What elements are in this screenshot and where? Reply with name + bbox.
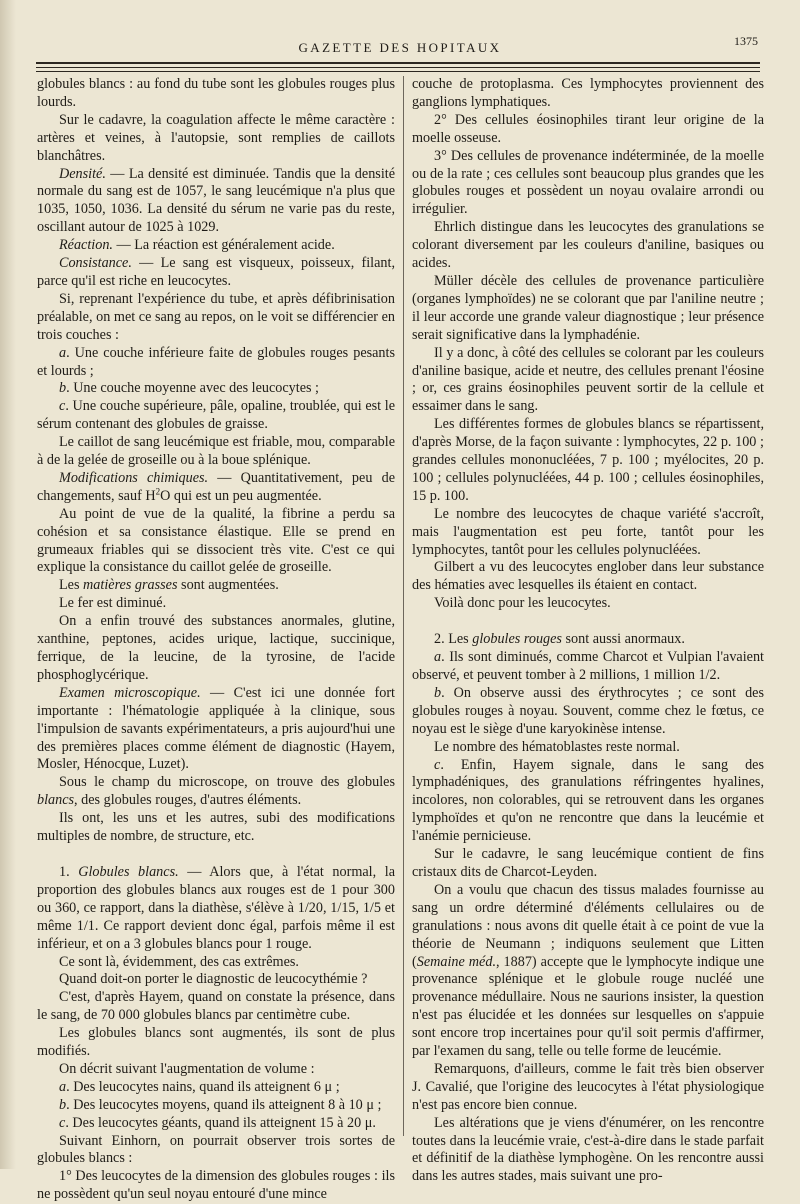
- italic-text: Examen microscopique.: [59, 684, 201, 701]
- paragraph-text: Le nombre des leucocytes de chaque variété s'accroît, mais l'augmentation est peu forte, tantôt pour les lymphocytes, tantôt pour les cellules polynucléées.: [412, 505, 764, 558]
- italic-text: a: [59, 344, 67, 361]
- paragraph: [412, 631, 764, 649]
- paragraph-text: 3° Des cellules de provenance indéterminée, de la moelle ou de la rate ; ces cellules sont beaucoup plus grandes que les globules rouges et possèdent un noyau ovalaire arrondi ou irrégulier.: [412, 147, 764, 218]
- paragraph: [37, 1097, 395, 1115]
- italic-text: b: [59, 380, 67, 397]
- paragraph: [37, 291, 395, 345]
- paragraph: [412, 506, 764, 560]
- paragraph: [37, 166, 395, 238]
- paragraph: [412, 76, 764, 112]
- paragraph: [37, 989, 395, 1025]
- header-rule-thin: [36, 67, 760, 68]
- paragraph: [37, 345, 395, 381]
- paragraph-text: , 1887) accepte que le lymphocyte indique une provenance splénique et le globule rouge nucléé une provenance médullaire. Nous ne saurions insister, la question n'est pas élucidée et les données sur lesquelles on s'appuie sont encore trop incertaines pour qu'il soit permis d'affirmer, par l'examen du sang, telle ou telle forme de leucémie.: [412, 953, 764, 1060]
- paragraph-text: sont aussi anormaux.: [561, 631, 685, 648]
- page-gutter-shadow: [0, 0, 16, 1169]
- paragraph-text: — Quantitativement, peu de changements, sauf H: [37, 469, 395, 504]
- paragraph-text: 1° Des leucocytes de la dimension des globules rouges : ils ne possèdent qu'un seul noyau entouré d'une mince: [37, 1168, 395, 1203]
- italic-text: Réaction.: [59, 237, 113, 254]
- paragraph-text: Les globules blancs sont augmentés, ils sont de plus modifiés.: [37, 1025, 395, 1060]
- paragraph-text: Voilà donc pour les leucocytes.: [434, 595, 611, 612]
- paragraph-text: Ils ont, les uns et les autres, subi des modifications multiples de nombre, de structure, etc.: [37, 810, 395, 845]
- paragraph-text: . Des leucocytes moyens, quand ils atteignent 8 à 10 μ ;: [66, 1096, 382, 1113]
- paragraph: [412, 882, 764, 1061]
- paragraph-text: O qui est un peu augmentée.: [160, 487, 322, 504]
- paragraph: [412, 1115, 764, 1187]
- paragraph-text: . Des leucocytes géants, quand ils atteignent 15 à 20 μ.: [65, 1114, 376, 1131]
- italic-text: blancs: [37, 792, 75, 809]
- paragraph: [37, 774, 395, 810]
- paragraph-text: Müller décèle des cellules de provenance particulière (organes lymphoïdes) ne se colorant que par l'aniline neutre ; il leur accorde une grande valeur diagnostique ; leur présence serait significative dans la lymphadénie.: [412, 272, 764, 343]
- paragraph-text: — Le sang est visqueux, poisseux, filant, parce qu'il est riche en leucocytes.: [37, 255, 395, 289]
- paragraph-text: . Enfin, Hayem signale, dans le sang des lymphadéniques, des granulations réfringentes hyalines, incolores, non colorables, qui se retrouvent dans les organes lymphoïdes et qu'on ne rencontre que dans la leucémie et l'anémie pernicieuse.: [412, 756, 764, 845]
- paragraph: [37, 613, 395, 685]
- paragraph: [37, 577, 395, 595]
- paragraph: [412, 112, 764, 148]
- paragraph: [412, 595, 764, 613]
- italic-text: b: [434, 684, 442, 701]
- paragraph-text: Le fer est diminué.: [59, 595, 167, 612]
- paragraph-text: Si, reprenant l'expérience du tube, et après défibrinisation préalable, on met ce sang au repos, on le voit se différencier en trois couches :: [37, 290, 395, 343]
- paragraph: [37, 1115, 395, 1133]
- paragraph-text: Au point de vue de la qualité, la fibrine a perdu sa cohésion et sa consistance élastique. Elle se prend en grumeaux friables qui se dissocient très vite. C'est ce qui explique la consistance du caillot gelée de groseille.: [37, 505, 395, 576]
- paragraph: [37, 685, 395, 775]
- paragraph-text: Remarquons, d'ailleurs, comme le fait très bien observer J. Cavalié, que l'origine des leucocytes à l'état physiologique n'est pas encore bien connue.: [412, 1060, 764, 1113]
- paragraph: [37, 255, 395, 291]
- paragraph: [412, 1061, 764, 1115]
- paragraph: [37, 506, 395, 578]
- paragraph: [37, 1168, 395, 1204]
- paragraph-text: — La réaction est généralement acide.: [112, 237, 335, 254]
- paragraph-text: sont augmentées.: [177, 577, 279, 594]
- paragraph-text: couche de protoplasma. Ces lymphocytes proviennent des ganglions lymphatiques.: [412, 76, 764, 110]
- page-number: 1375: [734, 34, 758, 48]
- paragraph: [37, 1079, 395, 1097]
- paragraph: [37, 112, 395, 166]
- paragraph-text: . Une couche moyenne avec des leucocytes ;: [66, 380, 319, 397]
- paragraph-text: Sous le champ du microscope, on trouve des globules: [59, 774, 395, 791]
- paragraph: [412, 846, 764, 882]
- paragraph-text: Sur le cadavre, le sang leucémique contient de fins cristaux dits de Charcot-Leyden.: [412, 846, 764, 880]
- italic-text: b: [59, 1096, 67, 1113]
- paragraph-text: . Une couche supérieure, pâle, opaline, troublée, qui est le sérum contenant des globules de graisse.: [37, 398, 395, 433]
- italic-text: a: [434, 649, 442, 666]
- paragraph-text: C'est, d'après Hayem, quand on constate la présence, dans le sang, de 70 000 globules blancs par centimètre cube.: [37, 989, 395, 1024]
- paragraph-text: — Alors que, à l'état normal, la proportion des globules blancs aux rouges est de 1 pour 300 ou 360, ce rapport, dans la diathèse, s'élève à 1/20, 1/15, 1/5 et même 1/1. Ce rapport devient donc égal, parfois même il est inférieur, et on a 3 globules blancs pour 1 rouge.: [37, 863, 395, 952]
- paragraph-text: . Ils sont diminués, comme Charcot et Vulpian l'avaient observé, et peuvent tomber à 2 millions, 1 million 1/2.: [412, 649, 764, 683]
- paragraph: [412, 345, 764, 417]
- paragraph: [37, 470, 395, 506]
- paragraph-text: Il y a donc, à côté des cellules se colorant par les couleurs d'aniline basique, acide et neutre, des cellules prenant l'éosine ; or, ces grains éosinophiles peuvent sortir de la cellule et essaimer dans le sang.: [412, 344, 764, 415]
- paragraph: [37, 398, 395, 434]
- paragraph: [37, 1061, 395, 1079]
- paragraph: [412, 649, 764, 685]
- header-rule-thin-lower: [36, 71, 760, 72]
- paragraph: [412, 739, 764, 757]
- italic-text: c: [434, 756, 441, 773]
- italic-text: Globules blancs.: [78, 863, 179, 880]
- column-divider: [403, 76, 404, 1136]
- italic-text: c: [59, 398, 66, 415]
- paragraph-text: . Une couche inférieure faite de globules rouges pesants et lourds ;: [37, 344, 395, 379]
- paragraph: [412, 416, 764, 506]
- paragraph-text: Le nombre des hématoblastes reste normal.: [434, 738, 680, 755]
- italic-text: c: [59, 1114, 66, 1131]
- superscript-text: 2: [155, 486, 161, 497]
- paragraph: [37, 1025, 395, 1061]
- header-rule-thick: [36, 62, 760, 64]
- paragraph-text: Ce sont là, évidemment, des cas extrêmes.: [59, 953, 299, 970]
- paragraph-text: Les différentes formes de globules blancs se répartissent, d'après Morse, de la façon suivante : lymphocytes, 22 p. 100 ; grandes cellules mononucléées, 7 p. 100 ; myélocites, 20 p. 100 ; cellules polynucléées, 44 p. 100 ; cellules éosinophiles, 15 p. 100.: [412, 416, 764, 504]
- italic-text: globules rouges: [472, 631, 562, 648]
- paragraph: [412, 685, 764, 739]
- paragraph: [37, 954, 395, 972]
- paragraph: [37, 380, 395, 398]
- paragraph: [412, 559, 764, 595]
- paragraph: [412, 148, 764, 220]
- paragraph: [412, 757, 764, 847]
- paragraph-text: , des globules rouges, d'autres éléments.: [74, 792, 302, 809]
- paragraph-text: — La densité est diminuée. Tandis que la densité normale du sang est de 1057, le sang leucémique n'a plus que 1035, 1050, 1036. La densité du sérum ne varie pas du reste, oscillant autour de 1025 à 1029.: [37, 165, 395, 236]
- paragraph: [37, 864, 395, 954]
- italic-text: a: [59, 1078, 67, 1095]
- paragraph-text: Les altérations que je viens d'énumérer, on les rencontre toutes dans la leucémie vraie, c'est-à-dire dans le stade parfait et définitif de la diathèse lymphogène. On les rencontre aussi dans les autres stades, mais suivant une pro-: [412, 1114, 764, 1185]
- paragraph-text: Le caillot de sang leucémique est friable, mou, comparable à de la gelée de groseille ou à la boue splénique.: [37, 434, 395, 469]
- paragraph: [37, 810, 395, 846]
- paragraph-text: On a enfin trouvé des substances anormales, glutine, xanthine, peptones, acides urique, lactique, succinique, ferrique, de la leucine, de la tyrosine, de l'acide phosphoglycérique.: [37, 613, 395, 683]
- paragraph-text: Les: [59, 577, 84, 594]
- paragraph-text: — C'est ici une donnée fort importante : l'hématologie appliquée à la clinique, sous l'impulsion de savants expérimentateurs, a pris aujourd'hui une des premières places comme élément de diagnostic (Hayem, Mosler, Hénocque, Luzet).: [37, 684, 395, 773]
- italic-text: matières grasses: [83, 577, 178, 594]
- paragraph-text: . On observe aussi des érythrocytes ; ce sont des globules rouges à noyau. Souvent, comme chez le fœtus, ce noyau est le siège d'une karyokinèse intense.: [412, 684, 764, 737]
- paragraph: [37, 971, 395, 989]
- italic-text: Densité.: [59, 165, 106, 182]
- paragraph-text: On a voulu que chacun des tissus malades fournisse au sang un ordre déterminé d'éléments cellulaires ou de granulations : nous avons dit quelle était à ce point de vue la théorie de Neumann ; indiquons seulement que Litten (: [412, 881, 764, 970]
- paragraph-text: Sur le cadavre, la coagulation affecte le même caractère : artères et veines, à l'autopsie, sont remplies de caillots blanchâtres.: [37, 111, 395, 164]
- italic-text: Semaine méd.: [416, 953, 496, 970]
- paragraph: [37, 595, 395, 613]
- italic-text: Modifications chimiques.: [59, 469, 209, 486]
- paragraph-text: 1.: [59, 863, 79, 880]
- paragraph-text: Ehrlich distingue dans les leucocytes des granulations se colorant diversement par les couleurs d'aniline, basiques ou acides.: [412, 219, 764, 272]
- paragraph: [412, 219, 764, 273]
- paragraph: [37, 434, 395, 470]
- paragraph: [37, 237, 395, 255]
- italic-text: Consistance.: [59, 255, 132, 272]
- left-column: [37, 76, 395, 1204]
- paragraph: [412, 273, 764, 345]
- paragraph: [37, 76, 395, 112]
- paragraph-text: Gilbert a vu des leucocytes englober dans leur substance des hématies avec lesquelles ils étaient en contact.: [412, 559, 764, 594]
- paragraph-text: globules blancs : au fond du tube sont les globules rouges plus lourds.: [37, 76, 395, 110]
- paragraph-text: 2° Des cellules éosinophiles tirant leur origine de la moelle osseuse.: [412, 111, 764, 146]
- paragraph-text: Quand doit-on porter le diagnostic de leucocythémie ?: [59, 971, 368, 988]
- paragraph-text: Suivant Einhorn, on pourrait observer trois sortes de globules blancs :: [37, 1132, 395, 1167]
- page-header-title: GAZETTE DES HOPITAUX: [298, 40, 502, 55]
- paragraph-text: On décrit suivant l'augmentation de volume :: [59, 1060, 315, 1077]
- right-column: [412, 76, 764, 1186]
- paragraph: [37, 1133, 395, 1169]
- paragraph-text: 2. Les: [434, 631, 473, 648]
- paragraph-text: . Des leucocytes nains, quand ils atteignent 6 μ ;: [66, 1078, 340, 1095]
